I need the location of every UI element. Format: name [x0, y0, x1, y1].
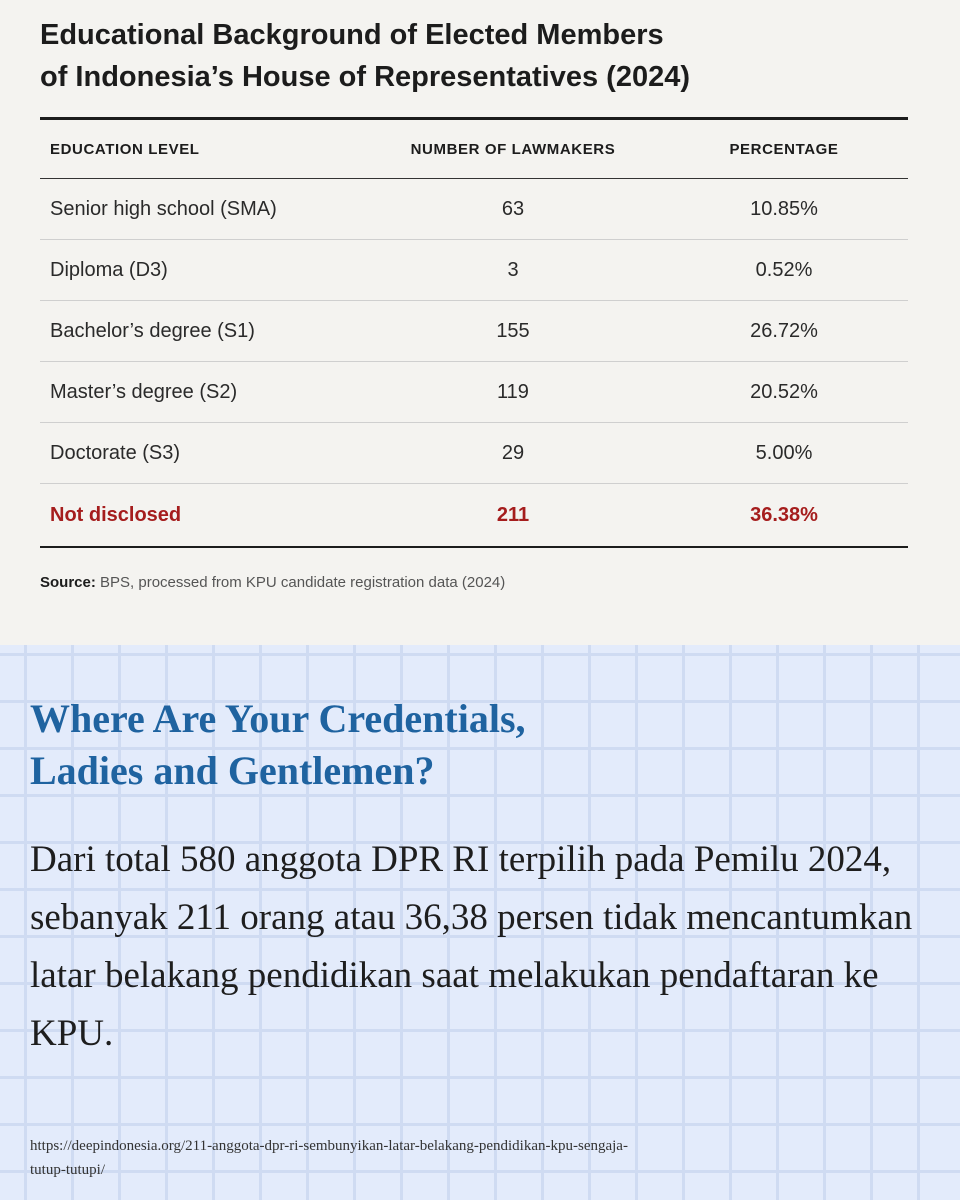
article-headline [30, 693, 526, 797]
row-count: 155 [366, 301, 660, 362]
row-count: 3 [366, 240, 660, 301]
row-level: Bachelor’s degree (S1) [40, 301, 366, 362]
row-count: 29 [366, 423, 660, 484]
row-level: Master’s degree (S2) [40, 362, 366, 423]
table-title-line2: of Indonesia’s House of Representatives (2024) [40, 61, 691, 93]
table-title [40, 14, 920, 98]
row-percent: 5.00% [660, 423, 908, 484]
row-level: Diploma (D3) [40, 240, 366, 301]
source-url: https://deepindonesia.org/211-anggota-dpr-ri-sembunyikan-latar-belakang-pendidikan-kpu-sengaja-tutup-tutupi/ [30, 1138, 628, 1178]
source-note [40, 574, 505, 591]
table-row [40, 362, 908, 423]
row-count: 211 [496, 503, 530, 526]
row-level: Senior high school (SMA) [40, 179, 366, 240]
header-education-level: EDUCATION LEVEL [40, 119, 366, 179]
row-percent: 26.72% [660, 301, 908, 362]
headline-line1: Where Are Your Credentials, [30, 696, 526, 741]
table-header-row [40, 119, 908, 179]
table-row [40, 240, 908, 301]
table-row [40, 179, 908, 240]
header-percentage: PERCENTAGE [660, 119, 908, 179]
row-percent: 10.85% [660, 179, 908, 240]
row-percent: 20.52% [660, 362, 908, 423]
headline-line2: Ladies and Gentlemen? [30, 748, 435, 793]
table-row [40, 301, 908, 362]
table-title-line1: Educational Background of Elected Members [40, 19, 664, 51]
header-number-of-lawmakers: NUMBER OF LAWMAKERS [366, 119, 660, 179]
table-row-not-disclosed [40, 484, 908, 548]
education-table [40, 117, 908, 548]
row-level: Doctorate (S3) [40, 423, 366, 484]
row-count: 119 [366, 362, 660, 423]
row-count: 63 [366, 179, 660, 240]
source-label: Source: [40, 574, 96, 591]
table-row [40, 423, 908, 484]
article-body: Dari total 580 anggota DPR RI terpilih pada Pemilu 2024, sebanyak 211 orang atau 36,38 persen tidak mencantumkan latar belakang pendidikan saat melakukan pendaftaran ke KPU. [30, 839, 913, 1054]
source-text: BPS, processed from KPU candidate registration data (2024) [100, 574, 506, 591]
row-percent: 0.52% [660, 240, 908, 301]
row-level: Not disclosed [50, 503, 182, 526]
row-percent: 36.38% [750, 503, 818, 526]
